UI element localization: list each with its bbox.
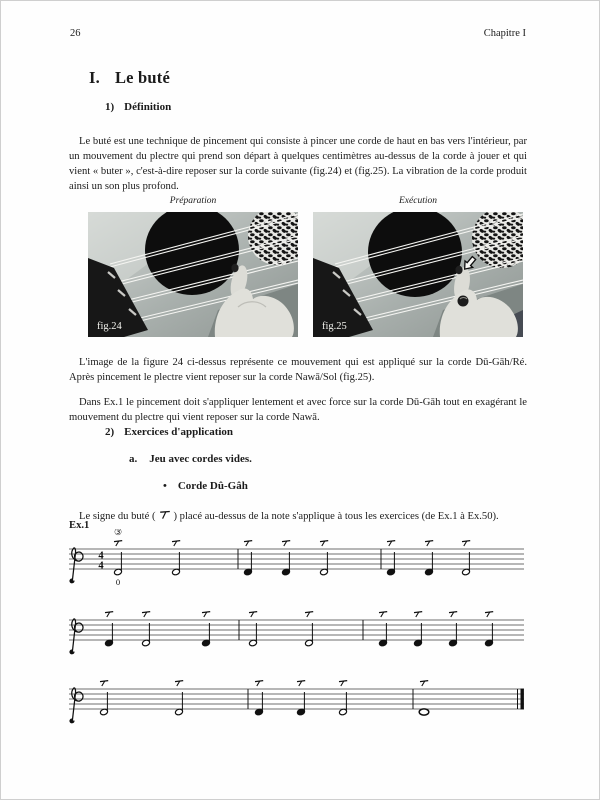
plectrum — [231, 264, 238, 272]
subhead-text: Corde Dû-Gâh — [177, 480, 248, 492]
bute-sign-icon — [255, 681, 263, 686]
treble-clef-icon — [70, 548, 83, 583]
bute-sign-icon — [414, 612, 422, 617]
bute-sign-icon — [425, 541, 433, 546]
staff-1 — [69, 529, 524, 587]
figure-label: fig.24 — [97, 321, 122, 332]
section-title — [89, 68, 170, 88]
caption-preparation: Préparation — [169, 196, 217, 206]
caption-execution: Exécution — [399, 196, 437, 206]
bute-sign-icon — [305, 612, 313, 617]
subhead-definition — [105, 101, 171, 113]
subhead-num: 2) — [105, 426, 115, 438]
bute-sign-icon — [100, 681, 108, 686]
staff-2 — [69, 612, 524, 654]
bute-sign-icon — [339, 681, 347, 686]
bute-sign-icon — [449, 612, 457, 617]
bute-sign-icon — [105, 612, 113, 617]
paragraph-ex1-instruction: Dans Ex.1 le pincement doit s'appliquer lentement et avec force sur la corde Dū-Gāh tout en exagérant le mouvement du plectre qui vient reposer sur la corde Nawā. — [69, 396, 527, 423]
svg-text:③: ③ — [113, 529, 123, 537]
section-numeral: I. — [89, 68, 100, 87]
final-barline — [521, 689, 524, 710]
bute-sign-icon — [244, 541, 252, 546]
figure-25-photo — [313, 212, 523, 337]
bullet-marker: • — [163, 480, 167, 492]
subhead-application — [105, 426, 233, 438]
subhead-text: Exercices d'application — [124, 426, 234, 438]
bute-sign-icon — [462, 541, 470, 546]
subhead-text: Jeu avec cordes vides. — [149, 453, 252, 465]
bute-sign-icon — [379, 612, 387, 617]
fingertip — [455, 266, 462, 274]
figure-24-photo — [88, 212, 298, 337]
svg-text:4: 4 — [98, 560, 104, 572]
treble-clef-icon — [70, 688, 83, 723]
chapter-label: Chapitre I — [483, 28, 526, 39]
svg-text:4: 4 — [98, 550, 104, 562]
svg-text:0: 0 — [115, 577, 121, 587]
bute-sign-icon — [159, 510, 171, 520]
treble-clef-icon — [70, 619, 83, 654]
bute-sign-icon — [202, 612, 210, 617]
bute-sign-icon — [142, 612, 150, 617]
exercise-label: Ex.1 — [69, 520, 90, 531]
subhead-open-strings — [129, 453, 252, 465]
subhead-num: 1) — [105, 101, 115, 113]
bute-sign-icon — [297, 681, 305, 686]
bute-sign-icon — [387, 541, 395, 546]
subhead-text: Définition — [124, 101, 172, 113]
bute-sign-icon — [249, 612, 257, 617]
bute-sign-icon — [320, 541, 328, 546]
bute-sign-icon — [420, 681, 428, 686]
music-notation — [1, 529, 600, 739]
bute-sign-icon — [485, 612, 493, 617]
figure-label: fig.25 — [322, 321, 347, 332]
page-number: 26 — [70, 28, 81, 39]
bute-sign-icon — [282, 541, 290, 546]
bute-sign-note — [69, 509, 527, 524]
subhead-num: a. — [129, 453, 138, 465]
sign-note-after: ) placé au-dessus de la note s'applique à tous les exercices (de Ex.1 à Ex.50). — [173, 510, 499, 522]
subhead-corde-du-gah — [163, 480, 248, 492]
bute-sign-icon — [114, 541, 122, 546]
sign-note-before: Le signe du buté ( — [79, 510, 156, 522]
running-head — [70, 28, 526, 39]
staff-3 — [69, 681, 524, 723]
paragraph-definition: Le buté est une technique de pincement qui consiste à pincer une corde de haut en bas vers l'intérieur, par un mouvement du plectre qui prend son départ à quelques centimètres au-dessus de la corde à jouer et qui vient « buter », c'est-à-dire reposer sur la corde suivante (fig.24) et (fig.25). La vibration de la corde produit ainsi un son plus profond. — [69, 135, 527, 192]
bute-sign-icon — [175, 681, 183, 686]
paragraph-figure-explanation: L'image de la figure 24 ci-dessus représente ce mouvement qui est appliqué sur la corde Dū-Gāh/Ré. Après pincement le plectre vient reposer sur la corde Nawā/Sol (fig.25). — [69, 356, 527, 383]
bute-sign-icon — [172, 541, 180, 546]
section-title-text: Le buté — [114, 68, 170, 87]
whole-note — [419, 709, 429, 715]
